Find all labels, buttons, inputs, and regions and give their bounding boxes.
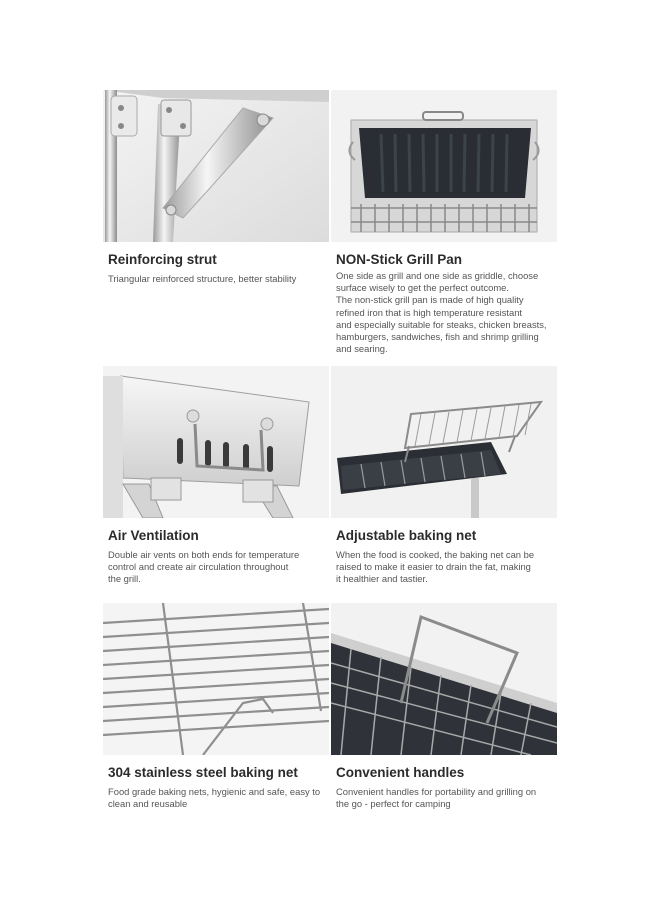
feature-title-adjustable-baking-net: Adjustable baking net (336, 528, 477, 543)
grill-leg-strut-photo (103, 90, 329, 242)
desc-line: and especially suitable for steaks, chicken breasts, (336, 318, 547, 330)
feature-title-non-stick-grill-pan: NON-Stick Grill Pan (336, 252, 463, 267)
desc-line: the grill. (108, 573, 141, 585)
desc-line: One side as grill and one side as griddle, choose (336, 270, 539, 281)
feature-title-304-stainless-steel-baking-net: 304 stainless steel baking net (108, 765, 298, 780)
feature-desc-air-ventilation (108, 549, 330, 586)
feature-desc-304-stainless-steel-baking-net (108, 786, 330, 810)
feature-title-convenient-handles: Convenient handles (336, 765, 465, 780)
steel-net-photo (103, 603, 329, 755)
desc-line: raised to make it easier to drain the fat, making (336, 561, 531, 573)
desc-line: and searing. (336, 343, 388, 355)
feature-desc-convenient-handles (336, 786, 558, 810)
desc-line: clean and reusable (108, 798, 188, 810)
feature-desc-non-stick-grill-pan (336, 270, 558, 355)
desc-line: control and create air circulation throughout (108, 561, 289, 573)
desc-line: refined iron that is high temperature resistant (336, 306, 523, 318)
desc-line: hamburgers, sandwiches, fish and shrimp grilling (336, 331, 539, 343)
feature-title-reinforcing-strut: Reinforcing strut (108, 252, 217, 267)
desc-line: The non-stick grill pan is made of high quality (336, 294, 524, 306)
feature-desc-reinforcing-strut (108, 273, 330, 285)
desc-line: Convenient handles for portability and grilling on (336, 786, 537, 797)
feature-desc-adjustable-baking-net (336, 549, 558, 586)
desc-line: Triangular reinforced structure, better stability (108, 273, 297, 284)
feature-title-air-ventilation: Air Ventilation (108, 528, 199, 543)
air-vents-photo (103, 366, 329, 518)
raised-net-photo (331, 366, 557, 518)
desc-line: the go - perfect for camping (336, 798, 451, 810)
desc-line: surface wisely to get the perfect outcome. (336, 282, 510, 294)
desc-line: Double air vents on both ends for temperature (108, 549, 300, 560)
desc-line: When the food is cooked, the baking net can be (336, 549, 535, 560)
desc-line: it healthier and tastier. (336, 573, 428, 585)
handle-photo (331, 603, 557, 755)
desc-line: Food grade baking nets, hygienic and safe, easy to (108, 786, 321, 797)
grill-pan-photo (331, 90, 557, 242)
